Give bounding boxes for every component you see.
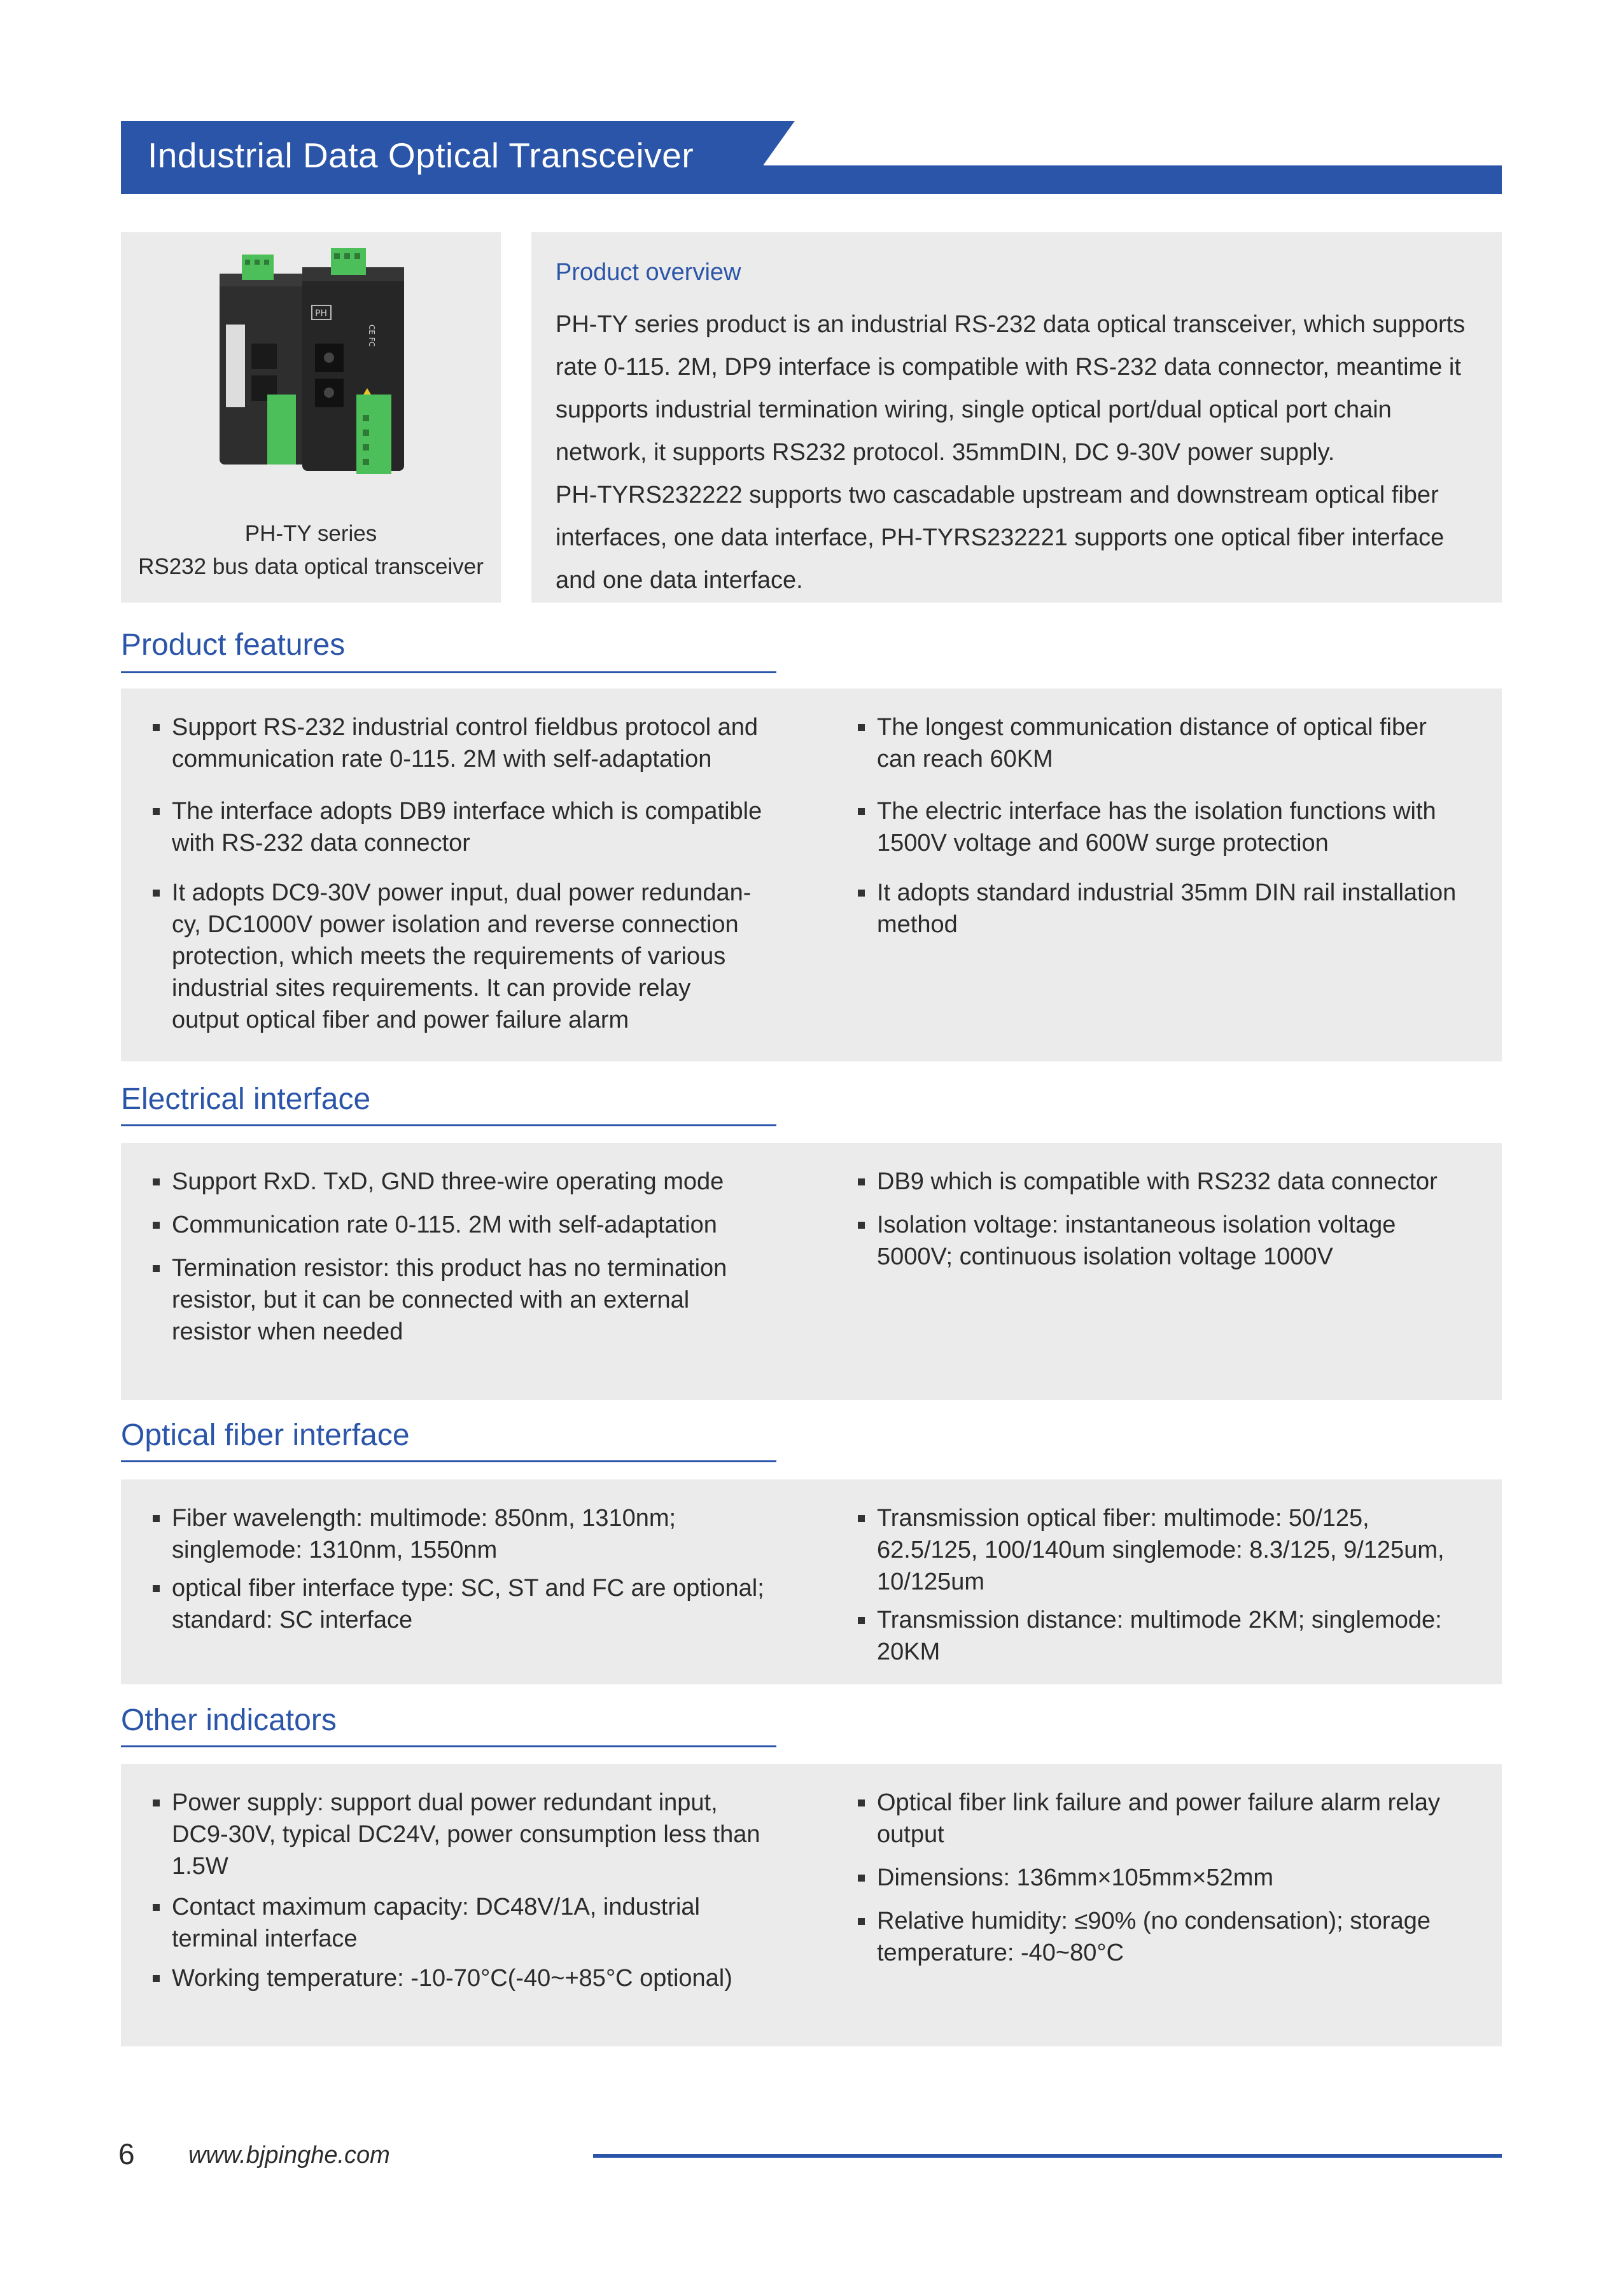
product-overview bbox=[531, 232, 1502, 603]
page-title: Industrial Data Optical Transceiver bbox=[148, 136, 694, 175]
bullet-icon bbox=[153, 1975, 160, 1982]
overview-line: and one data interface. bbox=[556, 567, 803, 594]
page-number: 6 bbox=[118, 2137, 135, 2170]
overview-line: PH-TYRS232222 supports two cascadable upstream and downstream optical fiber bbox=[556, 482, 1439, 508]
list-item: Support RS-232 industrial control fieldbus protocol and communication rate 0-115. 2M with self-adaptation bbox=[172, 711, 758, 775]
device-logo: PH bbox=[315, 309, 327, 319]
section-title-other: Other indicators bbox=[121, 1703, 337, 1737]
section-rule bbox=[121, 671, 776, 673]
section-title-features: Product features bbox=[121, 628, 346, 662]
overview-title: Product overview bbox=[556, 259, 741, 286]
section-rule bbox=[121, 1124, 776, 1126]
list-item: Contact maximum capacity: DC48V/1A, industrial terminal interface bbox=[172, 1891, 700, 1955]
list-item: Fiber wavelength: multimode: 850nm, 1310nm; singlemode: 1310nm, 1550nm bbox=[172, 1502, 676, 1566]
bullet-icon bbox=[858, 1875, 865, 1882]
caption-series: PH-TY series bbox=[244, 521, 377, 546]
section-title-optical: Optical fiber interface bbox=[121, 1418, 410, 1452]
bullet-icon bbox=[153, 1265, 160, 1272]
product-photo bbox=[207, 248, 417, 484]
list-item: Power supply: support dual power redundant input, DC9-30V, typical DC24V, power consumption less than 1.5W bbox=[172, 1787, 760, 1882]
overview-line: rate 0-115. 2M, DP9 interface is compatible with RS-232 data connector, meantime it bbox=[556, 354, 1461, 381]
list-item: Transmission distance: multimode 2KM; singlemode: 20KM bbox=[877, 1604, 1442, 1668]
list-item: The longest communication distance of optical fiber can reach 60KM bbox=[877, 711, 1427, 775]
section-rule bbox=[121, 1460, 776, 1462]
other-panel bbox=[121, 1764, 1502, 2046]
list-item: Isolation voltage: instantaneous isolation voltage 5000V; continuous isolation voltage 1000V bbox=[877, 1209, 1396, 1273]
list-item: Relative humidity: ≤90% (no condensation); storage temperature: -40~80°C bbox=[877, 1905, 1431, 1969]
bullet-icon bbox=[153, 724, 160, 731]
section-title-electrical: Electrical interface bbox=[121, 1082, 371, 1116]
product-caption bbox=[121, 517, 501, 583]
list-item: Support RxD. TxD, GND three-wire operating mode bbox=[172, 1166, 724, 1198]
bullet-icon bbox=[858, 890, 865, 897]
overview-line: network, it supports RS232 protocol. 35mmDIN, DC 9-30V power supply. bbox=[556, 439, 1335, 466]
banner-tab-slant bbox=[763, 121, 795, 165]
list-item: Termination resistor: this product has no termination resistor, but it can be connected with an external resistor when needed bbox=[172, 1252, 727, 1348]
bullet-icon bbox=[858, 724, 865, 731]
list-item: The electric interface has the isolation functions with 1500V voltage and 600W surge protection bbox=[877, 795, 1436, 859]
bullet-icon bbox=[153, 890, 160, 897]
overview-line: supports industrial termination wiring, single optical port/dual optical port chain bbox=[556, 396, 1392, 423]
section-rule bbox=[121, 1745, 776, 1747]
product-card bbox=[121, 232, 501, 603]
list-item: optical fiber interface type: SC, ST and FC are optional; standard: SC interface bbox=[172, 1572, 764, 1636]
bullet-icon bbox=[153, 808, 160, 815]
bullet-icon bbox=[858, 1799, 865, 1806]
list-item: DB9 which is compatible with RS232 data connector bbox=[877, 1166, 1438, 1198]
overview-line: PH-TY series product is an industrial RS-232 data optical transceiver, which supports bbox=[556, 311, 1466, 338]
list-item: It adopts DC9-30V power input, dual power redundan- cy, DC1000V power isolation and reverse connection protection, which meets the requirements of various industrial sites requirements. It can provide relay output optical fiber and power failure alarm bbox=[172, 877, 751, 1036]
bullet-icon bbox=[153, 1585, 160, 1592]
bullet-icon bbox=[858, 1515, 865, 1522]
list-item: Transmission optical fiber: multimode: 50/125, 62.5/125, 100/140um singlemode: 8.3/125, 9/125um, 10/125um bbox=[877, 1502, 1445, 1598]
website-link[interactable]: www.bjpinghe.com bbox=[188, 2142, 390, 2169]
bullet-icon bbox=[153, 1178, 160, 1185]
features-panel bbox=[121, 688, 1502, 1061]
list-item: Optical fiber link failure and power failure alarm relay output bbox=[877, 1787, 1440, 1850]
footer-rule bbox=[593, 2154, 1502, 2158]
electrical-panel bbox=[121, 1143, 1502, 1400]
bullet-icon bbox=[858, 1918, 865, 1925]
bullet-icon bbox=[153, 1222, 160, 1229]
bullet-icon bbox=[153, 1904, 160, 1911]
device-marks: CE FC bbox=[367, 325, 376, 347]
caption-description: RS232 bus data optical transceiver bbox=[138, 554, 484, 579]
header-banner bbox=[121, 121, 1502, 194]
bullet-icon bbox=[153, 1515, 160, 1522]
list-item: Communication rate 0-115. 2M with self-adaptation bbox=[172, 1209, 717, 1241]
bullet-icon bbox=[858, 808, 865, 815]
list-item: Working temperature: -10-70°C(-40~+85°C optional) bbox=[172, 1962, 732, 1994]
list-item: Dimensions: 136mm×105mm×52mm bbox=[877, 1862, 1273, 1894]
list-item: It adopts standard industrial 35mm DIN rail installation method bbox=[877, 877, 1456, 940]
optical-panel bbox=[121, 1479, 1502, 1684]
bullet-icon bbox=[858, 1178, 865, 1185]
bullet-icon bbox=[858, 1222, 865, 1229]
overview-line: interfaces, one data interface, PH-TYRS232221 supports one optical fiber interface bbox=[556, 524, 1445, 551]
bullet-icon bbox=[153, 1799, 160, 1806]
list-item: The interface adopts DB9 interface which is compatible with RS-232 data connector bbox=[172, 795, 762, 859]
overview-text bbox=[556, 304, 1485, 602]
bullet-icon bbox=[858, 1617, 865, 1624]
